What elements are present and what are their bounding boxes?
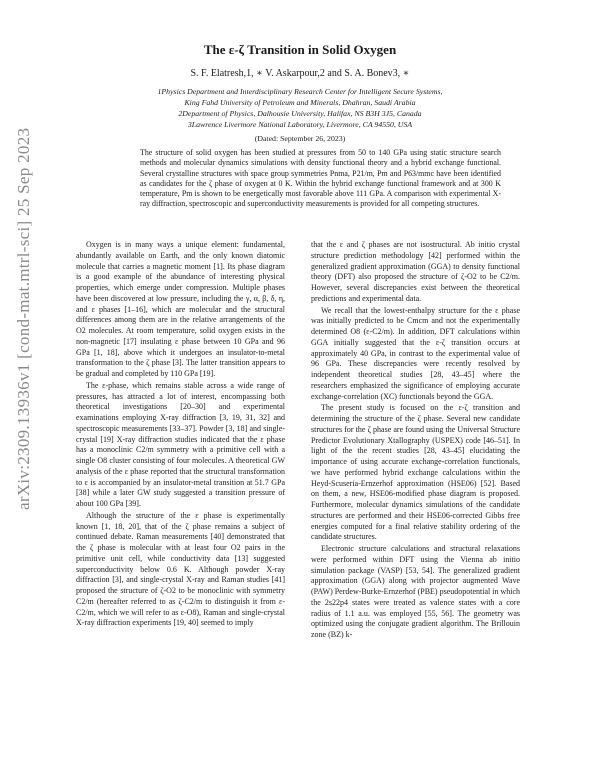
body-column-right bbox=[311, 240, 520, 641]
affiliation-line: 2Department of Physics, Dalhousie University, Halifax, NS B3H 3J5, Canada bbox=[178, 109, 422, 118]
arxiv-identifier: arXiv:2309.13936v1 [cond-mat.mtrl-sci] 25 Sep 2023 bbox=[14, 127, 33, 510]
paper-title: The ε-ζ Transition in Solid Oxygen bbox=[203, 42, 397, 57]
body-paragraph: We recall that the lowest-enthalpy structure for the ε phase was initially predicted to be Cmcm and not the experimentally determined O8 (ε-C2/m). In addition, DFT calculations within GGA initially suggested that the ε-ζ transition occurs at approximately 40 GPa, in contrast to the experimental value of 96 GPa. These discrepancies were recently resolved by independent theoretical studies [28, 43–45] where the researchers emphasized the significance of employing accurate exchange-correlation (XC) functionals beyond the GGA. bbox=[311, 305, 520, 401]
body-paragraph: The present study is focused on the ε-ζ transition and determining the structure of the ζ phase. Several new candidate structures for the ζ phase are found using the Universal Structure Predictor Evolutionary Xtallography (USPEX) code [46–51]. In light of the the recent studies [28, 43–45] elucidating the importance of using accurate exchange-correlation functionals, we have performed hybrid exchange calculations within the Heyd-Scuseria-Ernzerhof approximation (HSE06) [52]. Based on them, a new, HSE06-modified phase diagram is proposed. Furthermore, molecular dynamics simulations of the candidate structures are performed and their HSE06-corrected Gibbs free energies computed for a final relative stability ordering of the candidate structures. bbox=[311, 403, 520, 542]
affiliation-line: 1Physics Department and Interdisciplinary Research Center for Intelligent Secure Systems, bbox=[157, 87, 443, 96]
affiliation-line: King Fahd University of Petroleum and Minerals, Dhahran, Saudi Arabia bbox=[184, 98, 416, 107]
body-paragraph: Electronic structure calculations and structural relaxations were performed within DFT using the Vienna ab initio simulation package (VASP) [53, 54]. The generalized gradient approximation (GGA) along with projector augmented Wave (PAW) Perdew-Burke-Ernzerhof (PBE) pseudopotential in which the 2s22p4 states were treated as valence states with a core radius of 1.1 a.u. was employed [55, 56]. The geometry was optimized using the conjugate gradient algorithm. The Brillouin zone (BZ) k- bbox=[311, 544, 521, 639]
dated-line: (Dated: September 26, 2023) bbox=[254, 134, 346, 143]
body-paragraph: Although the structure of the ε phase is experimentally known [1, 18, 20], that of the ζ phase remains a subject of continued debate. Raman measurements [40] demonstrated that the ζ phase is molecular with at least four O2 pairs in the primitive unit cell, while conductivity data [13] suggested superconductivity below 0.6 K. Although powder X-ray diffraction [3], and single-crystal X-ray and Raman studies [41] proposed the structure of ζ-O2 to be monoclinic with symmetry C2/m (hereafter referred to as ζ-C2/m to distinguish it from ε-C2/m, which we will refer to as ε-O8), Raman and single-crystal X-ray diffraction experiments [19, 40] seemed to imply bbox=[76, 510, 285, 628]
abstract: The structure of solid oxygen has been studied at pressures from 50 to 140 GPa using static structure search methods and molecular dynamics simulations with density functional theory and a hybrid exchange functional. Several crystalline structures with space group symmetries Pnma, P21/m, Pm and P63/mmc have been identified as candidates for the ζ phase of oxygen at 0 K. Within the hybrid exchange functional framework and at 300 K temperature, Pm is shown to be energetically most favorable above 111 GPa. A comparison with experimental X-ray diffraction, spectroscopic and superconductivity measurements is provided for all competing structures. bbox=[140, 148, 501, 209]
body-paragraph: Oxygen is in many ways a unique element: fundamental, abundantly available on Earth, and the only known diatomic molecule that carries a magnetic moment [1]. Its phase diagram is a good example of the abundance of interesting physical properties, which emerge under compression. Multiple phases have been discovered at low pressure, including the γ, α, β, δ, η, and ε phases [1–16], which are molecular and the structural differences among them are in the relative arrangements of the O2 molecules. At room temperature, solid oxygen exists in the non-magnetic [17] insulating ε phase between 10 GPa and 96 GPa [1, 18], above which it undergoes an insulator-to-metal transformation to the ζ phase [3]. The latter transition appears to be gradual and completed by 110 GPa [19]. bbox=[76, 240, 285, 378]
affiliation-line: 3Lawrence Livermore National Laboratory, Livermore, CA 94550, USA bbox=[187, 120, 413, 129]
affiliations bbox=[0, 86, 600, 130]
body-column-left bbox=[76, 240, 285, 629]
body-paragraph: that the ε and ζ phases are not isostructural. Ab initio crystal structure prediction methodology [42] performed within the generalized gradient approximation (GGA) to density functional theory (DFT) also proposed the structure of ζ-O2 to be C2/m. However, several discrepancies exist between the theoretical predictions and experimental data. bbox=[311, 240, 520, 303]
body-paragraph: The ε-phase, which remains stable across a wide range of pressures, has attracted a lot of interest, encompassing both theoretical investigations [20–30] and experimental examinations employing X-ray diffraction [3, 19, 31, 32] and spectroscopic measurements [33–37]. Powder [3, 18] and single-crystal [19] X-ray diffraction studies indicated that the ε phase has a monoclinic C2/m symmetry with a primitive cell with a single O8 cluster consisting of four molecules. A theoretical GW analysis of the ε phase reported that the structural transformation to ε is accompanied by an insulator-metal transition at 51.7 GPa [38] while a later GW study suggested a transition pressure of about 100 GPa [39]. bbox=[76, 380, 285, 508]
paper-authors: S. F. Elatresh,1, ∗ V. Askarpour,2 and S. A. Bonev3, ∗ bbox=[190, 68, 410, 79]
